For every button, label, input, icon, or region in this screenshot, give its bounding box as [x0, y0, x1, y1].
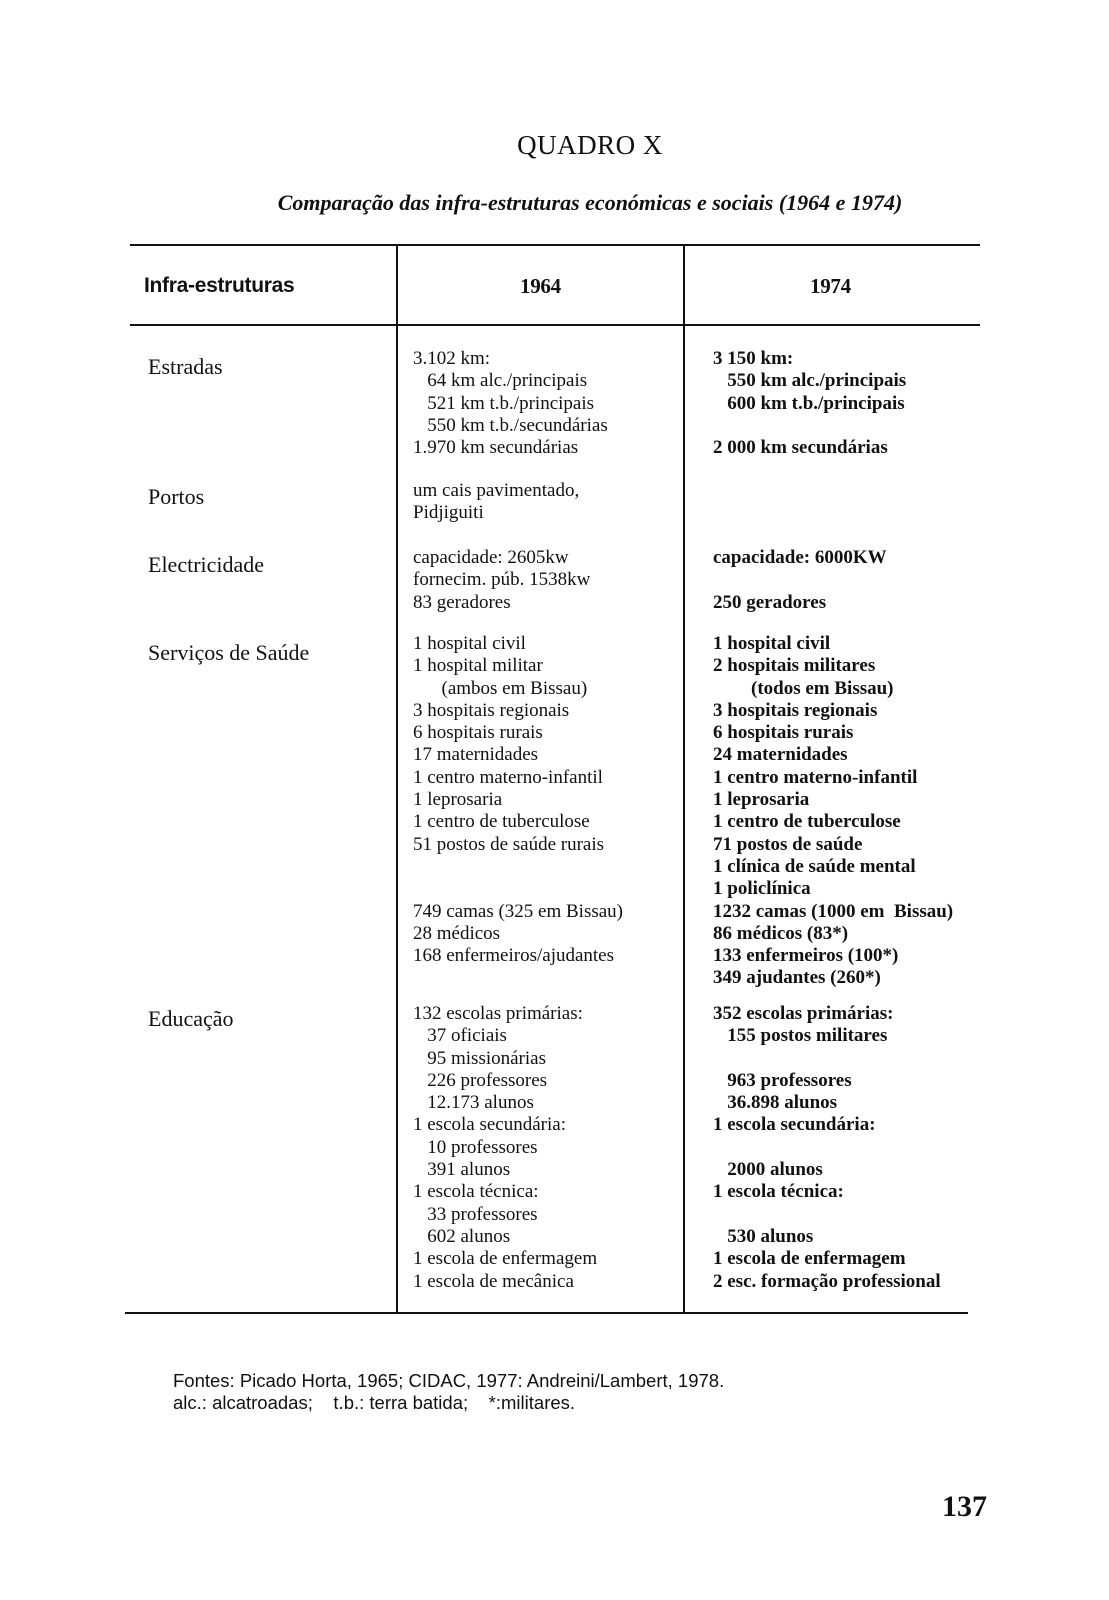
cell-line: 10 professores: [413, 1136, 538, 1158]
cell-line: 391 alunos: [413, 1159, 511, 1181]
table-bottom-rule: [125, 1312, 968, 1314]
cell-line: 521 km t.b./principais: [413, 392, 595, 414]
cell-line: 226 professores: [413, 1069, 548, 1091]
column-divider-2: [683, 244, 685, 1312]
cell-line: 168 enfermeiros/ajudantes: [413, 945, 615, 967]
table-subtitle: Comparação das infra-estruturas económicas e sociais (1964 e 1974): [277, 190, 903, 215]
cell-line: 17 maternidades: [413, 744, 539, 766]
row-label-estradas: Estradas: [148, 354, 223, 379]
cell-saude-1974: [713, 633, 953, 990]
cell-line: 2 esc. formação professional: [713, 1270, 941, 1292]
cell-line: 749 camas (325 em Bissau): [413, 900, 624, 922]
cell-line: 2 000 km secundárias: [713, 437, 888, 459]
cell-line: 51 postos de saúde rurais: [413, 833, 605, 855]
cell-line: 71 postos de saúde: [713, 833, 863, 855]
cell-line: 33 professores: [413, 1203, 538, 1225]
table-title: QUADRO X: [517, 130, 663, 160]
cell-line: 28 médicos: [413, 922, 501, 944]
cell-line: 83 geradores: [413, 591, 511, 613]
cell-line: 550 km t.b./secundárias: [413, 414, 608, 436]
cell-line: [713, 1204, 941, 1226]
cell-line: Pidjiguiti: [413, 502, 484, 524]
cell-line: 1.970 km secundárias: [413, 437, 579, 459]
cell-line: 602 alunos: [413, 1225, 511, 1247]
header-infra: Infra-estruturas: [144, 274, 295, 297]
cell-line: 6 hospitais rurais: [413, 722, 543, 744]
cell-line: 1 clínica de saúde mental: [713, 855, 916, 877]
cell-line: 1 escola secundária:: [713, 1114, 876, 1136]
cell-line: 1 leprosaria: [413, 789, 503, 811]
cell-line: 95 missionárias: [413, 1047, 546, 1069]
cell-line: 1 escola de enfermagem: [413, 1248, 598, 1270]
cell-line: 86 médicos (83*): [713, 922, 849, 944]
table-top-rule: [130, 244, 980, 246]
page-number: 137: [942, 1490, 987, 1523]
cell-line: 64 km alc./principais: [413, 370, 588, 392]
cell-line: [413, 878, 623, 900]
cell-educacao-1964: [413, 1003, 597, 1293]
cell-line: capacidade: 2605kw: [413, 547, 569, 568]
cell-line: 963 professores: [713, 1069, 852, 1091]
cell-line: 530 alunos: [713, 1225, 814, 1247]
cell-line: (ambos em Bissau): [413, 677, 588, 699]
cell-line: 349 ajudantes (260*): [713, 967, 881, 989]
cell-line: 1 hospital civil: [413, 633, 526, 654]
cell-line: 1 hospital militar: [413, 655, 543, 677]
cell-line: capacidade: 6000KW: [713, 547, 887, 568]
cell-line: 550 km alc./principais: [713, 370, 907, 392]
cell-line: 3 hospitais regionais: [413, 699, 570, 721]
cell-line: 3 150 km:: [713, 348, 794, 369]
cell-line: 1 centro de tuberculose: [413, 811, 590, 833]
cell-line: 1 escola secundária:: [413, 1114, 566, 1136]
row-label-portos: Portos: [148, 484, 205, 509]
cell-line: [713, 415, 906, 437]
cell-line: 3 hospitais regionais: [713, 699, 878, 721]
cell-educacao-1974: [713, 1003, 941, 1293]
cell-line: 2000 alunos: [713, 1159, 823, 1181]
footnote-abbreviations: alc.: alcatroadas; t.b.: terra batida; *:militares.: [173, 1392, 576, 1413]
cell-line: 1 hospital civil: [713, 633, 831, 654]
cell-line: [713, 569, 887, 591]
cell-line: 352 escolas primárias:: [713, 1003, 894, 1024]
cell-line: 1 policlínica: [713, 878, 811, 900]
header-bottom-rule: [130, 324, 980, 326]
cell-line: fornecim. púb. 1538kw: [413, 569, 591, 591]
comparison-table: [130, 244, 1000, 1334]
row-label-saude: Serviços de Saúde: [148, 640, 310, 665]
footnote-sources: Fontes: Picado Horta, 1965; CIDAC, 1977: Andreini/Lambert, 1978.: [173, 1370, 725, 1391]
cell-line: 2 hospitais militares: [713, 655, 876, 677]
cell-line: 1 escola técnica:: [413, 1181, 539, 1203]
cell-line: 3.102 km:: [413, 348, 491, 369]
header-1964: 1964: [520, 274, 561, 298]
row-label-electricidade: Electricidade: [148, 552, 265, 577]
cell-estradas-1964: [413, 348, 608, 459]
cell-saude-1964: [413, 633, 623, 967]
cell-line: 36.898 alunos: [713, 1092, 838, 1114]
cell-line: 1 escola de enfermagem: [713, 1248, 906, 1270]
cell-line: 600 km t.b./principais: [713, 392, 905, 414]
cell-electricidade-1974: [713, 547, 887, 614]
cell-line: 250 geradores: [713, 591, 827, 613]
header-1974: 1974: [810, 274, 851, 298]
cell-estradas-1974: [713, 348, 906, 459]
cell-line: 1 escola técnica:: [713, 1181, 844, 1203]
cell-line: 37 oficiais: [413, 1025, 507, 1047]
cell-portos-1964: [413, 480, 579, 525]
cell-line: um cais pavimentado,: [413, 480, 580, 501]
cell-line: 24 maternidades: [713, 744, 848, 766]
cell-line: [413, 856, 623, 878]
cell-line: 1232 camas (1000 em Bissau): [713, 900, 954, 922]
cell-line: 133 enfermeiros (100*): [713, 945, 899, 967]
cell-line: 132 escolas primárias:: [413, 1003, 583, 1024]
cell-line: 1 centro de tuberculose: [713, 811, 901, 833]
cell-line: 1 centro materno-infantil: [413, 766, 603, 788]
cell-line: 1 centro materno-infantil: [713, 766, 918, 788]
cell-electricidade-1964: [413, 547, 590, 614]
cell-line: 1 leprosaria: [713, 789, 810, 811]
cell-line: 12.173 alunos: [413, 1092, 534, 1114]
cell-line: 6 hospitais rurais: [713, 722, 854, 744]
column-divider-1: [396, 244, 398, 1312]
cell-line: [713, 1048, 941, 1070]
cell-line: [713, 1137, 941, 1159]
cell-line: 155 postos militares: [713, 1025, 888, 1047]
row-label-educacao: Educação: [148, 1006, 234, 1031]
cell-line: 1 escola de mecânica: [413, 1270, 574, 1292]
table-footnote: [173, 1370, 724, 1414]
cell-line: (todos em Bissau): [713, 677, 894, 699]
